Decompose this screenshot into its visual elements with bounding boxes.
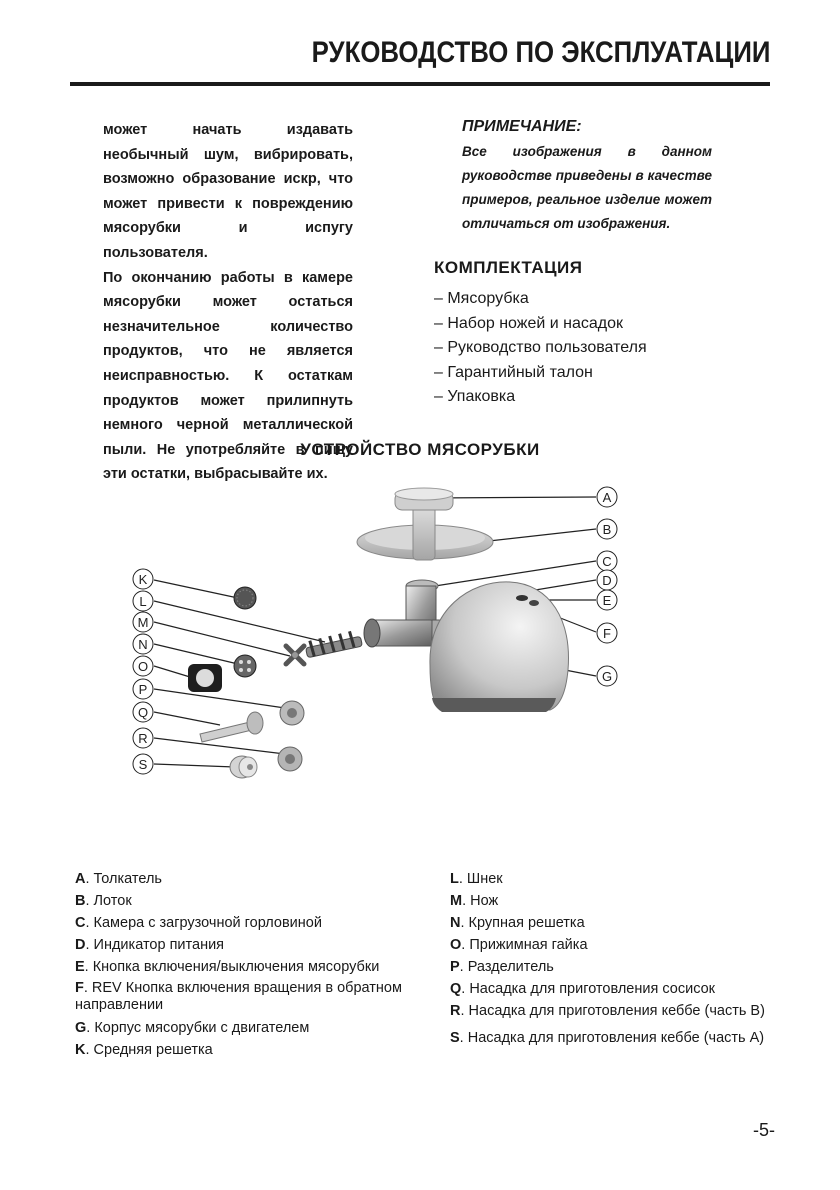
- legend-letter: Q: [450, 981, 462, 997]
- callout-p-label: P: [138, 682, 148, 697]
- legend-item: [75, 890, 415, 912]
- knife-part: [286, 646, 304, 664]
- legend-letter: B: [75, 893, 86, 909]
- callout-b: [597, 519, 617, 539]
- legend-item: [75, 868, 415, 890]
- legend-text: . Камера с загрузочной горловиной: [85, 915, 322, 931]
- callout-m: [133, 612, 153, 632]
- legend-letter: E: [75, 959, 85, 975]
- callout-o: [133, 656, 153, 676]
- legend-text: . Насадка для приготовления кеббе (часть B): [460, 1003, 765, 1019]
- callout-g-label: G: [601, 669, 613, 684]
- legend-letter: A: [75, 871, 86, 887]
- legend-letter: K: [75, 1042, 86, 1058]
- legend-item: [75, 1017, 415, 1039]
- legend-text: . Средняя решетка: [85, 1042, 213, 1058]
- callout-f: [597, 623, 617, 643]
- legend-item: [450, 956, 780, 978]
- legend-item: [75, 956, 415, 978]
- kit-item: – Мясорубка: [434, 290, 529, 307]
- callout-d-label: D: [602, 573, 612, 588]
- legend-item: [75, 912, 415, 934]
- callout-q: [133, 702, 153, 722]
- legend-item: [75, 1039, 415, 1061]
- legend-item: [450, 868, 780, 890]
- legend-item: [450, 890, 780, 912]
- callout-b-label: B: [602, 522, 612, 537]
- legend-letter: S: [450, 1030, 460, 1046]
- kebbe-b-part: [278, 747, 302, 771]
- legend-letter: D: [75, 937, 86, 953]
- medium-plate-part: [234, 587, 256, 609]
- sausage-nozzle-part: [200, 712, 263, 742]
- kit-item: – Набор ножей и насадок: [434, 314, 623, 332]
- note-block: [462, 118, 712, 236]
- kit-item: – Руководство пользователя: [434, 339, 647, 356]
- kit-title: КОМПЛЕКТАЦИЯ: [434, 258, 583, 277]
- legend-item: [450, 978, 780, 1000]
- page-header-title: РУКОВОДСТВО ПО ЭКСПЛУАТАЦИИ: [311, 36, 770, 69]
- callout-p: [133, 679, 153, 699]
- callout-k-label: K: [138, 572, 148, 587]
- parts-legend-right: [450, 868, 780, 1049]
- legend-letter: O: [450, 937, 462, 953]
- legend-item: [450, 934, 780, 956]
- parts-legend-left: [75, 868, 415, 1061]
- callout-a-label: A: [602, 490, 612, 505]
- left-text-column: [103, 118, 353, 487]
- callout-g: [597, 666, 617, 686]
- callout-n: [133, 634, 153, 654]
- separator-part: [280, 701, 304, 725]
- kit-item: – Гарантийный талон: [434, 363, 593, 381]
- callout-o-label: O: [137, 659, 149, 674]
- page-number: -5-: [753, 1120, 775, 1140]
- legend-text: . Насадка для приготовления сосисок: [461, 981, 716, 997]
- legend-letter: G: [75, 1020, 87, 1036]
- legend-text: . Шнек: [458, 871, 503, 887]
- callout-k: [133, 569, 153, 589]
- callout-f-label: F: [603, 626, 611, 641]
- callout-r: [133, 728, 153, 748]
- coarse-plate-part: [234, 655, 256, 677]
- callout-l-label: L: [139, 594, 147, 609]
- callout-c: [597, 551, 617, 571]
- kit-list: [434, 287, 647, 410]
- residue-paragraph: По окончанию работы в камере мясорубки может остаться незначительное количество продуктов, что не является неисправностью. К остаткам продуктов может прилипнуть немного черной металлической пыли. Не употребляйте в пищу эти остатки, выбрасывайте их.: [103, 269, 353, 483]
- meat-grinder-diagram: [110, 470, 630, 840]
- note-body: Все изображения в данном руководстве приведены в качестве примеров, реальное изделие может отличаться от изображения.: [462, 144, 712, 231]
- legend-text: . Корпус мясорубки с двигателем: [86, 1020, 310, 1036]
- legend-text: . Нож: [462, 893, 499, 909]
- callout-s-label: S: [138, 757, 148, 772]
- legend-item: [450, 1000, 780, 1022]
- callout-a: [597, 487, 617, 507]
- legend-letter: P: [450, 959, 460, 975]
- legend-letter: R: [450, 1003, 461, 1019]
- kebbe-a-part: [230, 756, 257, 778]
- note-title: ПРИМЕЧАНИЕ:: [462, 118, 582, 135]
- legend-text: . Толкатель: [85, 871, 162, 887]
- legend-item: [450, 912, 780, 934]
- callout-r-label: R: [138, 731, 148, 746]
- legend-letter: M: [450, 893, 463, 909]
- legend-text: . Насадка для приготовления кеббе (часть A): [459, 1030, 765, 1046]
- legend-text: . Кнопка включения/выключения мясорубки: [84, 959, 380, 975]
- legend-text: . Разделитель: [459, 959, 554, 975]
- legend-text: . Лоток: [85, 893, 132, 909]
- legend-text: . Прижимная гайка: [461, 937, 588, 953]
- callout-m-label: M: [137, 615, 149, 630]
- legend-text: . REV Кнопка включения вращения в обратном направлении: [75, 980, 402, 1013]
- header-rule: [70, 82, 770, 86]
- legend-item: [75, 934, 415, 956]
- legend-letter: C: [75, 915, 86, 931]
- motor-body-part: [430, 582, 569, 712]
- legend-text: . Крупная решетка: [460, 915, 585, 931]
- auger-part: [306, 631, 363, 658]
- callout-n-label: N: [138, 637, 148, 652]
- warning-paragraph: может начать издавать необычный шум, вибрировать, возможно образование искр, что может привести к повреждению мясорубки и испугу пользователя.: [103, 122, 353, 261]
- callout-q-label: Q: [137, 705, 149, 720]
- callout-e: [597, 590, 617, 610]
- callout-d: [597, 570, 617, 590]
- legend-letter: N: [450, 915, 461, 931]
- callout-l: [133, 591, 153, 611]
- lock-nut-part: [188, 664, 222, 692]
- callout-e-label: E: [602, 593, 612, 608]
- legend-item: [450, 1027, 780, 1049]
- callout-c-label: C: [602, 554, 612, 569]
- legend-letter: F: [75, 980, 84, 996]
- device-section-title: УСТРОЙСТВО МЯСОРУБКИ: [300, 440, 540, 459]
- legend-text: . Индикатор питания: [85, 937, 225, 953]
- callout-s: [133, 754, 153, 774]
- legend-letter: L: [450, 871, 459, 887]
- legend-item: [75, 978, 415, 1017]
- kit-item: – Упаковка: [434, 388, 516, 405]
